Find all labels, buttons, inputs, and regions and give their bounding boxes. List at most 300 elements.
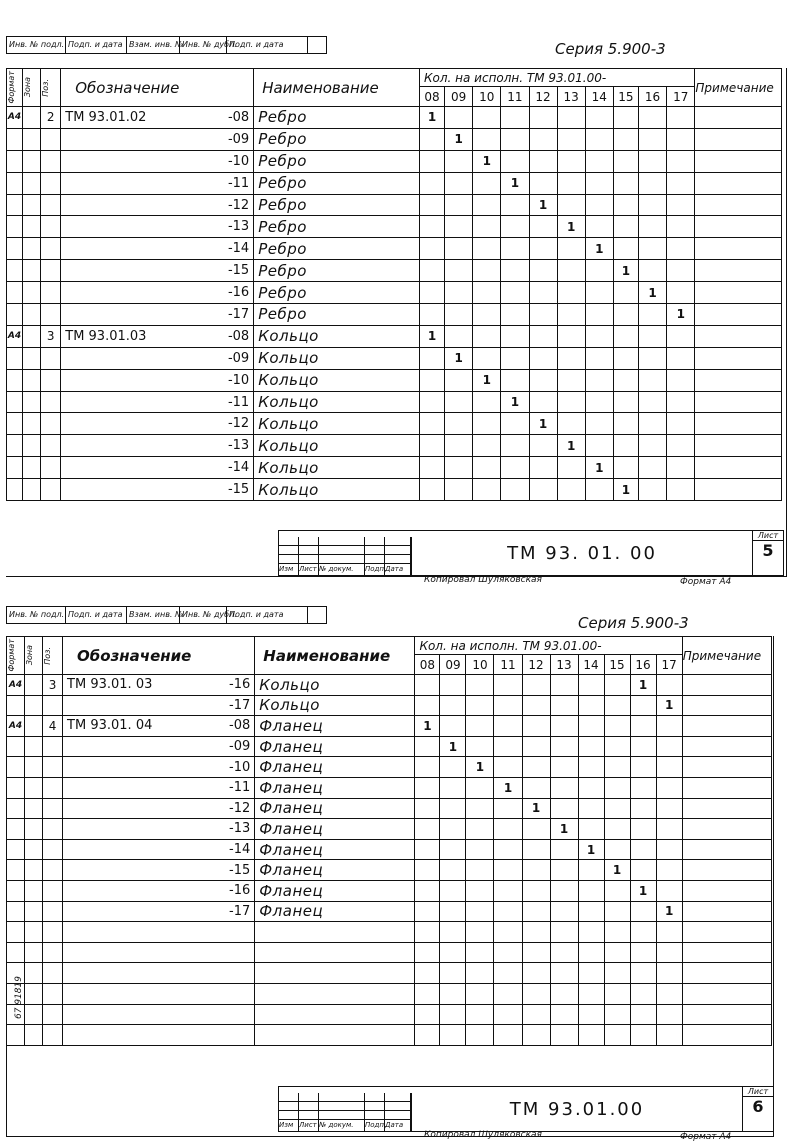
position-cell: 2 [41, 107, 61, 129]
format-cell [7, 172, 23, 194]
format-label: Формат А4 [680, 577, 732, 587]
zone-cell [25, 1004, 43, 1025]
format-cell [7, 736, 25, 757]
zone-cell [23, 369, 41, 391]
zone-cell [25, 736, 43, 757]
sheet-number-box [752, 531, 783, 575]
table-row [7, 675, 772, 696]
position-cell [43, 839, 63, 860]
quantity-cell [522, 777, 550, 798]
quantity-cell [667, 238, 695, 260]
quantity-cell [440, 942, 466, 963]
document-code: ТМ 93.01.00 [509, 1098, 645, 1120]
quantity-cell [585, 413, 613, 435]
quantity-cell [473, 107, 501, 129]
quantity-cell [420, 194, 445, 216]
quantity-cell [445, 194, 473, 216]
quantity-cell [550, 675, 578, 696]
quantity-cell [578, 1025, 604, 1046]
col-qty-header: Кол. на исполн. ТМ 93.01.00- [420, 69, 695, 87]
position-cell [41, 238, 61, 260]
quantity-cell [466, 777, 494, 798]
position-cell [43, 860, 63, 881]
quantity-cell [420, 150, 445, 172]
quantity-cell [656, 798, 682, 819]
variant-column-header: 11 [494, 655, 522, 675]
quantity-cell [613, 216, 638, 238]
name-cell: Ребро [254, 260, 420, 282]
zone-cell [25, 922, 43, 943]
stamp-cell: Подп. и дата [227, 607, 308, 623]
quantity-cell [522, 901, 550, 922]
quantity-cell [466, 880, 494, 901]
archive-stamp [6, 606, 327, 624]
quantity-cell: 1 [473, 369, 501, 391]
quantity-cell [667, 457, 695, 479]
quantity-cell [557, 260, 585, 282]
quantity-cell [494, 1025, 522, 1046]
position-cell [43, 983, 63, 1004]
name-cell: Ребро [254, 150, 420, 172]
stamp-cell: Инв. № дубл. [180, 37, 227, 53]
quantity-cell [415, 839, 440, 860]
quantity-cell [415, 901, 440, 922]
zone-cell [25, 1025, 43, 1046]
name-cell [255, 983, 415, 1004]
quantity-cell [656, 839, 682, 860]
quantity-cell [473, 238, 501, 260]
quantity-cell [639, 260, 667, 282]
quantity-cell [494, 819, 522, 840]
quantity-cell [550, 922, 578, 943]
side-note: 67 91819 [14, 976, 24, 1019]
quantity-cell: 1 [557, 435, 585, 457]
quantity-cell [578, 922, 604, 943]
designation-cell [63, 1025, 207, 1046]
title-block-cell [385, 1111, 411, 1120]
stamp-cell: Взам. инв. № [127, 607, 180, 623]
format-cell [7, 347, 23, 369]
quantity-cell [656, 983, 682, 1004]
quantity-cell [656, 860, 682, 881]
variant-suffix-cell: -17 [207, 695, 255, 716]
quantity-cell [630, 860, 656, 881]
quantity-cell [613, 435, 638, 457]
quantity-cell [440, 819, 466, 840]
table-row [7, 260, 782, 282]
format-cell [7, 282, 23, 304]
quantity-cell [630, 983, 656, 1004]
zone-cell [25, 942, 43, 963]
title-block-cell [319, 1102, 365, 1111]
table-row [7, 860, 772, 881]
quantity-cell [440, 1004, 466, 1025]
designation-cell: ТМ 93.01. 04 [63, 716, 207, 737]
zone-cell [23, 435, 41, 457]
quantity-cell [440, 798, 466, 819]
quantity-cell [550, 983, 578, 1004]
name-cell: Кольцо [255, 695, 415, 716]
format-cell [7, 260, 23, 282]
table-row [7, 457, 782, 479]
quantity-cell [656, 1025, 682, 1046]
quantity-cell [578, 736, 604, 757]
title-block-cell [299, 546, 319, 555]
table-row [7, 238, 782, 260]
position-cell [43, 695, 63, 716]
title-block [278, 530, 784, 576]
quantity-cell [529, 479, 557, 501]
quantity-cell: 1 [578, 839, 604, 860]
quantity-cell [667, 282, 695, 304]
quantity-cell: 1 [522, 798, 550, 819]
variant-suffix-cell: -16 [201, 282, 253, 304]
quantity-cell [630, 798, 656, 819]
quantity-cell [550, 942, 578, 963]
quantity-cell [578, 675, 604, 696]
quantity-cell [613, 347, 638, 369]
quantity-cell [420, 128, 445, 150]
table-row [7, 819, 772, 840]
name-cell: Фланец [255, 798, 415, 819]
quantity-cell [656, 777, 682, 798]
quantity-cell [445, 216, 473, 238]
format-cell: А4 [7, 107, 23, 129]
title-block-cell [299, 1111, 319, 1120]
quantity-cell [639, 216, 667, 238]
quantity-cell [604, 1004, 630, 1025]
zone-cell [23, 150, 41, 172]
quantity-cell [445, 457, 473, 479]
title-block-cell [385, 1102, 411, 1111]
quantity-cell [440, 695, 466, 716]
quantity-cell [494, 860, 522, 881]
variant-suffix-cell: -08 [201, 325, 253, 347]
note-cell [695, 479, 782, 501]
designation-cell [63, 1004, 207, 1025]
quantity-cell: 1 [656, 901, 682, 922]
zone-cell [25, 675, 43, 696]
position-cell [41, 128, 61, 150]
quantity-cell [440, 860, 466, 881]
quantity-cell [420, 479, 445, 501]
title-block-label: Лист [299, 564, 319, 575]
quantity-cell [494, 695, 522, 716]
format-cell [7, 457, 23, 479]
col-zone-header: Зона [25, 645, 35, 666]
quantity-cell: 1 [630, 880, 656, 901]
quantity-cell [578, 942, 604, 963]
quantity-cell [522, 1025, 550, 1046]
note-cell [682, 819, 771, 840]
note-cell [695, 172, 782, 194]
name-cell [255, 942, 415, 963]
note-cell [695, 238, 782, 260]
quantity-cell [585, 128, 613, 150]
name-cell: Ребро [254, 172, 420, 194]
table-row [7, 736, 772, 757]
quantity-cell [550, 798, 578, 819]
variant-suffix-cell: -10 [207, 757, 255, 778]
stamp-cell: Инв. № подл. [6, 607, 66, 623]
format-cell [7, 128, 23, 150]
position-cell [43, 901, 63, 922]
note-cell [682, 922, 771, 943]
quantity-cell [578, 819, 604, 840]
quantity-cell [578, 777, 604, 798]
quantity-cell [557, 369, 585, 391]
designation-cell [61, 128, 202, 150]
variant-column-header: 14 [585, 87, 613, 107]
name-cell: Фланец [255, 819, 415, 840]
title-block [278, 1086, 774, 1132]
quantity-cell [656, 1004, 682, 1025]
variant-suffix-cell: -17 [201, 304, 253, 326]
name-cell: Ребро [254, 194, 420, 216]
name-cell: Фланец [255, 736, 415, 757]
designation-cell [63, 942, 207, 963]
variant-suffix-cell [207, 983, 255, 1004]
quantity-cell [585, 325, 613, 347]
variant-suffix-cell: -16 [207, 880, 255, 901]
name-cell [255, 922, 415, 943]
format-cell [7, 901, 25, 922]
designation-cell [61, 369, 202, 391]
series-label: Серия 5.900-3 [578, 614, 689, 632]
variant-suffix-cell: -12 [201, 413, 253, 435]
position-cell [43, 942, 63, 963]
title-block-label: Изм [279, 1120, 299, 1131]
quantity-cell [466, 901, 494, 922]
quantity-cell [445, 150, 473, 172]
format-cell [7, 150, 23, 172]
quantity-cell [585, 216, 613, 238]
sheet-number-box [742, 1087, 773, 1131]
quantity-cell [529, 150, 557, 172]
quantity-cell [529, 172, 557, 194]
quantity-cell [585, 107, 613, 129]
quantity-cell [494, 716, 522, 737]
note-cell [695, 413, 782, 435]
quantity-cell [667, 347, 695, 369]
quantity-cell [613, 413, 638, 435]
position-cell [41, 194, 61, 216]
format-cell: А4 [7, 325, 23, 347]
zone-cell [23, 282, 41, 304]
quantity-cell [440, 839, 466, 860]
position-cell [41, 391, 61, 413]
quantity-cell [667, 128, 695, 150]
quantity-cell [656, 942, 682, 963]
variant-suffix-cell: -11 [201, 172, 253, 194]
name-cell: Кольцо [254, 457, 420, 479]
quantity-cell [639, 347, 667, 369]
quantity-cell [529, 128, 557, 150]
title-block-cell [319, 1111, 365, 1120]
quantity-cell [639, 413, 667, 435]
sheet-number: 5 [762, 541, 774, 560]
format-cell [7, 391, 23, 413]
quantity-cell [630, 839, 656, 860]
quantity-cell [613, 238, 638, 260]
stamp-cell: Подп. и дата [66, 607, 127, 623]
quantity-cell [501, 128, 529, 150]
zone-cell [23, 391, 41, 413]
quantity-cell [585, 304, 613, 326]
format-cell [7, 369, 23, 391]
note-cell [695, 369, 782, 391]
title-block-label: Дата [385, 1120, 411, 1131]
designation-cell [61, 150, 202, 172]
quantity-cell: 1 [445, 347, 473, 369]
quantity-cell [529, 369, 557, 391]
zone-cell [25, 983, 43, 1004]
variant-column-header: 15 [613, 87, 638, 107]
quantity-cell [522, 860, 550, 881]
quantity-cell [466, 922, 494, 943]
quantity-cell [667, 413, 695, 435]
quantity-cell [550, 963, 578, 984]
quantity-cell [445, 172, 473, 194]
table-row [7, 391, 782, 413]
format-cell [7, 757, 25, 778]
quantity-cell [466, 1004, 494, 1025]
zone-cell [25, 901, 43, 922]
quantity-cell [557, 413, 585, 435]
designation-cell [63, 860, 207, 881]
quantity-cell [466, 860, 494, 881]
quantity-cell [415, 757, 440, 778]
quantity-cell [415, 1004, 440, 1025]
position-cell: 4 [43, 716, 63, 737]
designation-cell [63, 798, 207, 819]
quantity-cell [578, 1004, 604, 1025]
title-block-cell [365, 1111, 385, 1120]
title-block-cell [279, 537, 299, 546]
quantity-cell [613, 457, 638, 479]
name-cell: Ребро [254, 238, 420, 260]
col-pos-header: Поз. [41, 78, 51, 97]
quantity-cell [522, 880, 550, 901]
quantity-cell [501, 347, 529, 369]
zone-cell [23, 194, 41, 216]
quantity-cell [501, 238, 529, 260]
quantity-cell [639, 391, 667, 413]
name-cell: Кольцо [255, 675, 415, 696]
title-block-cell [279, 1093, 299, 1102]
quantity-cell [550, 1004, 578, 1025]
quantity-cell [557, 347, 585, 369]
quantity-cell [473, 260, 501, 282]
position-cell [41, 479, 61, 501]
table-row [7, 798, 772, 819]
variant-suffix-cell: -12 [207, 798, 255, 819]
quantity-cell [494, 983, 522, 1004]
name-cell: Ребро [254, 128, 420, 150]
quantity-cell [656, 819, 682, 840]
quantity-cell [529, 216, 557, 238]
variant-suffix-cell: -13 [207, 819, 255, 840]
quantity-cell [604, 942, 630, 963]
designation-cell [61, 391, 202, 413]
quantity-cell [578, 695, 604, 716]
variant-suffix-cell: -14 [201, 238, 253, 260]
quantity-cell [415, 880, 440, 901]
quantity-cell [604, 963, 630, 984]
title-block-cell [299, 537, 319, 546]
table-row [7, 216, 782, 238]
quantity-cell [557, 128, 585, 150]
note-cell [682, 675, 771, 696]
copied-by: Копировал Шуляковская [424, 575, 542, 585]
title-block-label: № докум. [319, 1120, 365, 1131]
quantity-cell [501, 413, 529, 435]
designation-cell: ТМ 93.01. 03 [63, 675, 207, 696]
quantity-cell [604, 901, 630, 922]
quantity-cell [557, 479, 585, 501]
quantity-cell [557, 391, 585, 413]
format-cell [7, 304, 23, 326]
note-cell [682, 777, 771, 798]
quantity-cell [578, 798, 604, 819]
designation-cell [63, 983, 207, 1004]
title-block-cell [279, 555, 299, 564]
quantity-cell [578, 716, 604, 737]
quantity-cell [604, 675, 630, 696]
col-note-header: Примечание [695, 69, 782, 107]
col-note-header: Примечание [682, 637, 771, 675]
quantity-cell [667, 107, 695, 129]
quantity-cell: 1 [420, 325, 445, 347]
note-cell [695, 457, 782, 479]
format-cell [7, 479, 23, 501]
title-block-label: № докум. [319, 564, 365, 575]
note-cell [695, 128, 782, 150]
title-block-label: Изм [279, 564, 299, 575]
stamp-cell: Подп. и дата [227, 37, 308, 53]
stamp-cell: Взам. инв. № [127, 37, 180, 53]
zone-cell [23, 413, 41, 435]
quantity-cell [639, 238, 667, 260]
quantity-cell [613, 194, 638, 216]
quantity-cell [445, 435, 473, 457]
sheet-page-6 [0, 596, 800, 1141]
designation-cell [61, 260, 202, 282]
position-cell [41, 457, 61, 479]
quantity-cell [440, 757, 466, 778]
zone-cell [23, 107, 41, 129]
sheet-number: 6 [752, 1097, 764, 1116]
spec-table [6, 68, 782, 501]
quantity-cell: 1 [415, 716, 440, 737]
quantity-cell: 1 [445, 128, 473, 150]
position-cell [43, 963, 63, 984]
note-cell [682, 695, 771, 716]
quantity-cell [557, 107, 585, 129]
format-cell [7, 216, 23, 238]
table-row [7, 479, 782, 501]
quantity-cell [585, 391, 613, 413]
quantity-cell [604, 922, 630, 943]
quantity-cell [667, 369, 695, 391]
quantity-cell [501, 457, 529, 479]
designation-cell [63, 736, 207, 757]
quantity-cell [630, 695, 656, 716]
quantity-cell [585, 172, 613, 194]
table-row [7, 413, 782, 435]
quantity-cell [420, 172, 445, 194]
table-row [7, 922, 772, 943]
